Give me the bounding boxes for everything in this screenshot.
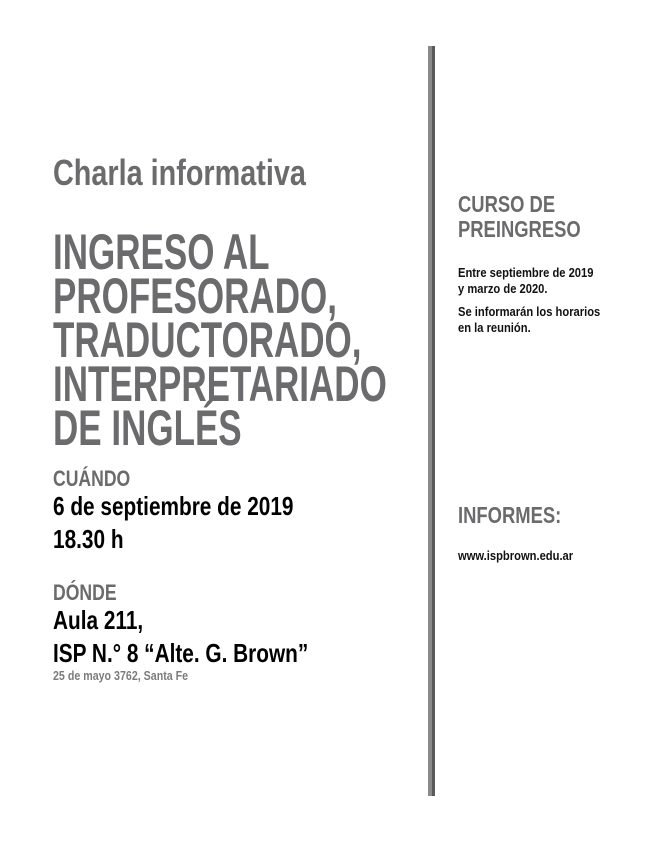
course-schedule: en la reunión. — [458, 320, 531, 335]
event-room: Aula 211, — [53, 605, 144, 635]
headline-line: DE INGLÉS — [53, 400, 242, 456]
course-heading: PREINGRESO — [458, 216, 581, 242]
headline — [53, 224, 530, 456]
where-label: DÓNDE — [53, 580, 117, 605]
event-kicker: Charla informativa — [53, 152, 306, 193]
headline-line: INTERPRETARIADO — [53, 356, 387, 412]
event-time: 18.30 h — [53, 524, 124, 554]
vertical-divider — [428, 46, 436, 796]
info-heading: INFORMES: — [458, 502, 562, 528]
when-label: CUÁNDO — [53, 466, 131, 491]
info-website: www.ispbrown.edu.ar — [458, 548, 574, 563]
headline-line: PROFESORADO, — [53, 268, 337, 324]
event-date: 6 de septiembre de 2019 — [53, 491, 294, 521]
headline-line: TRADUCTORADO, — [53, 312, 362, 368]
event-address: 25 de mayo 3762, Santa Fe — [53, 668, 189, 683]
course-dates: y marzo de 2020. — [458, 281, 548, 296]
course-heading: CURSO DE — [458, 191, 556, 217]
headline-line: INGRESO AL — [53, 224, 270, 280]
event-institution: ISP N.° 8 “Alte. G. Brown” — [53, 638, 309, 668]
course-schedule: Se informarán los horarios — [458, 304, 601, 319]
course-dates: Entre septiembre de 2019 — [458, 265, 594, 280]
